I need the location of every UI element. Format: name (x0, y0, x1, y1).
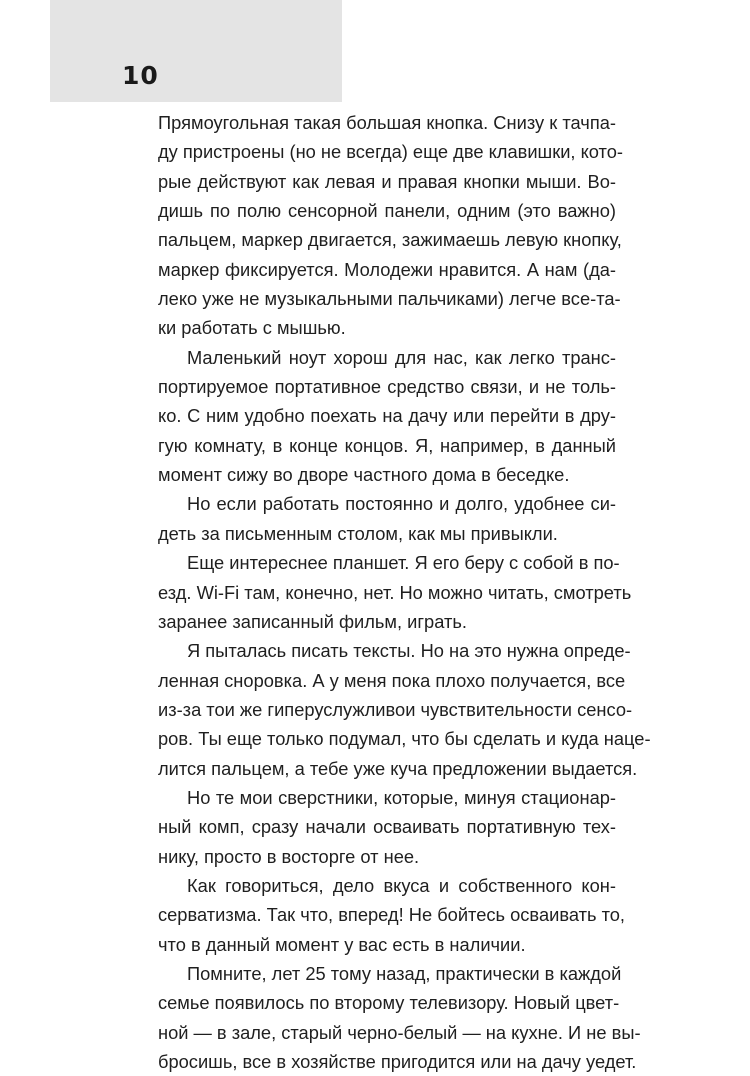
text-line: Я пыталась писать тексты. Но на это нужна опреде- (187, 640, 631, 662)
text-line: Но если работать постоянно и долго, удобнее си- (187, 493, 616, 515)
text-line: нику, просто в восторге от нее. (158, 845, 420, 867)
text-line: деть за письменным столом, как мы привыкли. (158, 522, 558, 544)
text-line: ки работать с мышью. (158, 317, 346, 339)
body-text (158, 108, 651, 1076)
text-line: Но те мои сверстники, которые, минуя стационар- (187, 786, 616, 808)
text-line: лится пальцем, а тебе уже куча предложении выдается. (158, 757, 638, 779)
text-line: Маленький ноут хорош для нас, как легко транс- (187, 346, 616, 368)
text-line: Прямоугольная такая большая кнопка. Снизу к тачпа- (158, 112, 616, 133)
text-line: езд. Wi-Fi там, конечно, нет. Но можно читать, смотреть (158, 581, 632, 603)
paragraph (158, 108, 623, 343)
paragraph (158, 783, 616, 871)
text-line: рые действуют как левая и правая кнопки мыши. Во- (158, 170, 616, 192)
text-line: ный комп, сразу начали осваивать портативную тех- (158, 816, 616, 838)
text-line: момент сижу во дворе частного дома в беседке. (158, 464, 570, 486)
text-line: дишь по полю сенсорной панели, одним (это важно) (158, 200, 616, 222)
paragraph (158, 871, 625, 959)
page-header-band (50, 0, 342, 102)
paragraph (158, 959, 641, 1076)
text-line: что в данный момент у вас есть в наличии. (158, 933, 526, 955)
text-line: пальцем, маркер двигается, зажимаешь левую кнопку, (158, 229, 622, 251)
paragraph (158, 343, 616, 490)
text-line: из-за тои же гиперуслужливои чувствительности сенсо- (158, 698, 633, 720)
text-line: гую комнату, в конце концов. Я, например, в данный (158, 434, 616, 456)
text-line: ко. С ним удобно поехать на дачу или перейти в дру- (158, 405, 616, 427)
text-line: заранее записанный фильм, играть. (158, 610, 467, 632)
text-line: бросишь, все в хозяйстве пригодится или на дачу уедет. (158, 1051, 637, 1072)
text-line: маркер фиксируется. Молодежи нравится. А нам (да- (158, 258, 616, 280)
text-line: ной — в зале, старый черно-белый — на кухне. И не вы- (158, 1021, 641, 1043)
text-line: леко уже не музыкальными пальчиками) легче все-та- (158, 288, 621, 310)
paragraph (158, 489, 616, 548)
text-line: портируемое портативное средство связи, и не толь- (158, 376, 616, 398)
text-line: Еще интереснее планшет. Я его беру с собой в по- (187, 552, 620, 574)
text-line: серватизма. Так что, вперед! Не бойтесь осваивать то, (158, 904, 625, 926)
paragraph (158, 548, 632, 636)
text-line: семье появилось по второму телевизору. Новый цвет- (158, 992, 620, 1014)
text-line: Помните, лет 25 тому назад, практически в каждой (187, 962, 622, 984)
text-line: ду пристроены (но не всегда) еще две клавишки, кото- (158, 141, 623, 163)
paragraph (158, 636, 651, 783)
text-line: ров. Ты еще только подумал, что бы сделать и куда наце- (158, 728, 651, 750)
page-number: 10 (122, 61, 159, 90)
text-line: ленная сноровка. А у меня пока плохо получается, все (158, 669, 626, 691)
text-line: Как говориться, дело вкуса и собственного кон- (187, 874, 616, 896)
